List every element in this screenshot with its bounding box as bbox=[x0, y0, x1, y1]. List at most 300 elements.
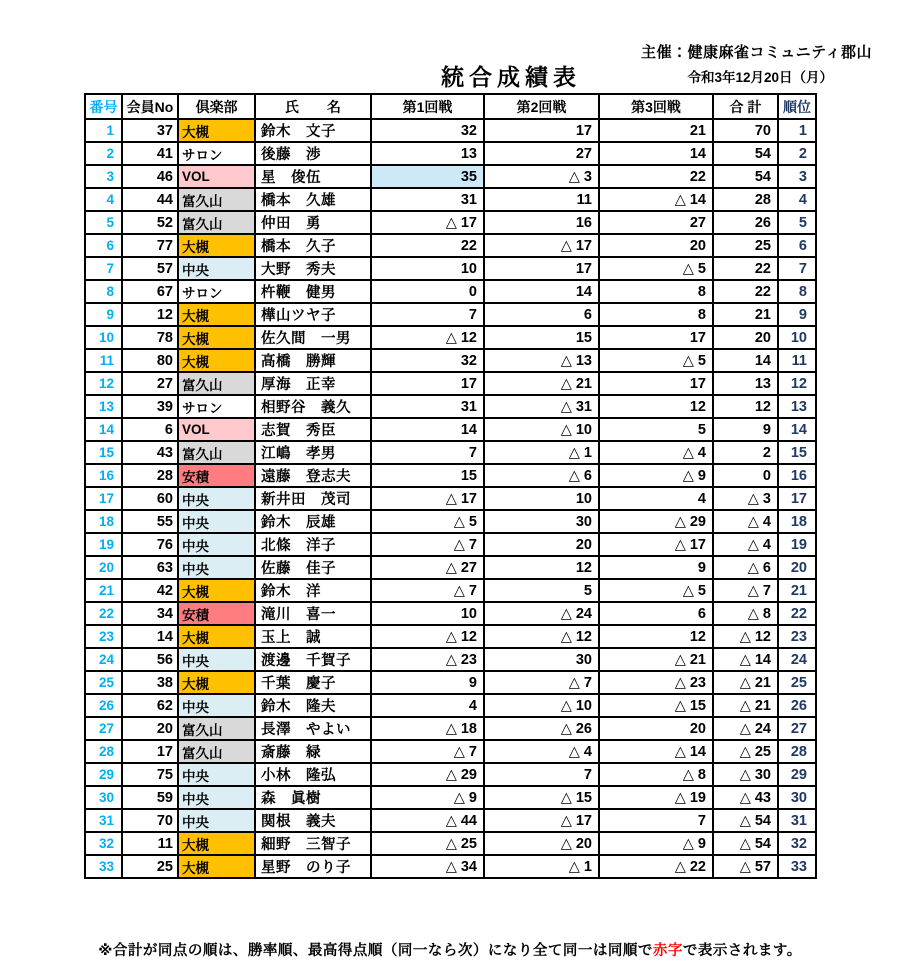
cell-total: 13 bbox=[713, 372, 778, 395]
cell-name: 玉上 誠 bbox=[255, 625, 371, 648]
cell-round1: 17 bbox=[371, 372, 484, 395]
table-row bbox=[85, 188, 816, 211]
cell-rank: 22 bbox=[778, 602, 816, 625]
table-row bbox=[85, 234, 816, 257]
cell-name: 佐藤 佳子 bbox=[255, 556, 371, 579]
cell-round1: 4 bbox=[371, 694, 484, 717]
cell-total: △ 21 bbox=[713, 671, 778, 694]
cell-name: 星 俊伍 bbox=[255, 165, 371, 188]
cell-rank: 2 bbox=[778, 142, 816, 165]
cell-round1: △ 34 bbox=[371, 855, 484, 878]
cell-total: 2 bbox=[713, 441, 778, 464]
cell-round2: △ 1 bbox=[484, 441, 599, 464]
cell-round3: △ 5 bbox=[599, 579, 713, 602]
cell-member-no: 67 bbox=[122, 280, 178, 303]
table-row bbox=[85, 786, 816, 809]
table-row bbox=[85, 625, 816, 648]
cell-row-number: 15 bbox=[85, 441, 122, 464]
footer-note-red-word: 赤字 bbox=[652, 943, 683, 959]
cell-round1: △ 23 bbox=[371, 648, 484, 671]
cell-member-no: 44 bbox=[122, 188, 178, 211]
cell-round1: 31 bbox=[371, 188, 484, 211]
cell-member-no: 46 bbox=[122, 165, 178, 188]
cell-round1: 35 bbox=[371, 165, 484, 188]
cell-club: 富久山 bbox=[178, 740, 255, 763]
cell-round3: 12 bbox=[599, 625, 713, 648]
date-text: 令和3年12月20日（月） bbox=[687, 70, 833, 85]
cell-member-no: 6 bbox=[122, 418, 178, 441]
cell-round2: △ 17 bbox=[484, 809, 599, 832]
cell-round2: △ 20 bbox=[484, 832, 599, 855]
cell-round3: 20 bbox=[599, 234, 713, 257]
cell-name: 後藤 渉 bbox=[255, 142, 371, 165]
cell-club: 大槻 bbox=[178, 671, 255, 694]
cell-rank: 13 bbox=[778, 395, 816, 418]
cell-round1: 9 bbox=[371, 671, 484, 694]
cell-row-number: 26 bbox=[85, 694, 122, 717]
cell-row-number: 7 bbox=[85, 257, 122, 280]
cell-row-number: 20 bbox=[85, 556, 122, 579]
cell-member-no: 37 bbox=[122, 119, 178, 142]
cell-total: △ 6 bbox=[713, 556, 778, 579]
cell-club: 大槻 bbox=[178, 832, 255, 855]
cell-rank: 12 bbox=[778, 372, 816, 395]
cell-round3: 17 bbox=[599, 372, 713, 395]
table-row bbox=[85, 717, 816, 740]
cell-round3: 9 bbox=[599, 556, 713, 579]
table-row bbox=[85, 694, 816, 717]
cell-total: 70 bbox=[713, 119, 778, 142]
cell-total: 26 bbox=[713, 211, 778, 234]
cell-rank: 23 bbox=[778, 625, 816, 648]
cell-rank: 10 bbox=[778, 326, 816, 349]
cell-member-no: 80 bbox=[122, 349, 178, 372]
cell-round2: △ 12 bbox=[484, 625, 599, 648]
table-row bbox=[85, 280, 816, 303]
col-header-round3: 第3回戦 bbox=[599, 94, 713, 119]
table-row bbox=[85, 395, 816, 418]
cell-row-number: 11 bbox=[85, 349, 122, 372]
cell-round2: 14 bbox=[484, 280, 599, 303]
cell-member-no: 77 bbox=[122, 234, 178, 257]
cell-round3: 8 bbox=[599, 303, 713, 326]
organizer-text: 主催：健康麻雀コミュニティ郡山 bbox=[640, 44, 872, 61]
cell-member-no: 28 bbox=[122, 464, 178, 487]
cell-round2: △ 13 bbox=[484, 349, 599, 372]
cell-round1: 13 bbox=[371, 142, 484, 165]
cell-club: 富久山 bbox=[178, 211, 255, 234]
cell-round3: △ 23 bbox=[599, 671, 713, 694]
cell-rank: 15 bbox=[778, 441, 816, 464]
cell-total: 0 bbox=[713, 464, 778, 487]
cell-club: 中央 bbox=[178, 510, 255, 533]
table-row bbox=[85, 648, 816, 671]
cell-row-number: 18 bbox=[85, 510, 122, 533]
cell-rank: 7 bbox=[778, 257, 816, 280]
cell-total: △ 57 bbox=[713, 855, 778, 878]
table-row bbox=[85, 602, 816, 625]
cell-total: △ 4 bbox=[713, 510, 778, 533]
cell-name: 千葉 慶子 bbox=[255, 671, 371, 694]
table-row bbox=[85, 556, 816, 579]
cell-name: 鈴木 洋 bbox=[255, 579, 371, 602]
cell-row-number: 2 bbox=[85, 142, 122, 165]
table-row bbox=[85, 809, 816, 832]
cell-round3: △ 14 bbox=[599, 740, 713, 763]
cell-round3: 8 bbox=[599, 280, 713, 303]
cell-member-no: 56 bbox=[122, 648, 178, 671]
cell-row-number: 3 bbox=[85, 165, 122, 188]
cell-name: 佐久間 一男 bbox=[255, 326, 371, 349]
cell-name: 相野谷 義久 bbox=[255, 395, 371, 418]
cell-row-number: 5 bbox=[85, 211, 122, 234]
cell-total: △ 12 bbox=[713, 625, 778, 648]
col-header-rank: 順位 bbox=[778, 94, 816, 119]
cell-club: 中央 bbox=[178, 694, 255, 717]
cell-club: 富久山 bbox=[178, 441, 255, 464]
cell-club: サロン bbox=[178, 142, 255, 165]
cell-member-no: 34 bbox=[122, 602, 178, 625]
cell-name: 高橋 勝輝 bbox=[255, 349, 371, 372]
cell-round2: △ 7 bbox=[484, 671, 599, 694]
cell-name: 志賀 秀臣 bbox=[255, 418, 371, 441]
cell-member-no: 27 bbox=[122, 372, 178, 395]
cell-name: 樺山ツヤ子 bbox=[255, 303, 371, 326]
table-row bbox=[85, 533, 816, 556]
cell-row-number: 4 bbox=[85, 188, 122, 211]
cell-round1: △ 9 bbox=[371, 786, 484, 809]
cell-name: 橋本 久雄 bbox=[255, 188, 371, 211]
cell-member-no: 43 bbox=[122, 441, 178, 464]
cell-round2: △ 10 bbox=[484, 418, 599, 441]
cell-rank: 31 bbox=[778, 809, 816, 832]
cell-member-no: 63 bbox=[122, 556, 178, 579]
cell-name: 新井田 茂司 bbox=[255, 487, 371, 510]
cell-round1: 10 bbox=[371, 602, 484, 625]
cell-round3: △ 15 bbox=[599, 694, 713, 717]
cell-rank: 26 bbox=[778, 694, 816, 717]
header-row bbox=[85, 94, 816, 119]
cell-round1: △ 12 bbox=[371, 326, 484, 349]
cell-club: 中央 bbox=[178, 257, 255, 280]
table-row bbox=[85, 671, 816, 694]
cell-club: 富久山 bbox=[178, 372, 255, 395]
cell-row-number: 33 bbox=[85, 855, 122, 878]
cell-rank: 33 bbox=[778, 855, 816, 878]
cell-member-no: 41 bbox=[122, 142, 178, 165]
cell-member-no: 78 bbox=[122, 326, 178, 349]
cell-member-no: 62 bbox=[122, 694, 178, 717]
cell-row-number: 27 bbox=[85, 717, 122, 740]
cell-club: 大槻 bbox=[178, 119, 255, 142]
cell-round2: 6 bbox=[484, 303, 599, 326]
cell-total: △ 14 bbox=[713, 648, 778, 671]
cell-rank: 5 bbox=[778, 211, 816, 234]
cell-total: 54 bbox=[713, 165, 778, 188]
cell-round1: △ 7 bbox=[371, 740, 484, 763]
cell-total: △ 4 bbox=[713, 533, 778, 556]
cell-club: 大槻 bbox=[178, 326, 255, 349]
col-header-total: 合 計 bbox=[713, 94, 778, 119]
col-header-round1: 第1回戦 bbox=[371, 94, 484, 119]
cell-member-no: 59 bbox=[122, 786, 178, 809]
table-row bbox=[85, 510, 816, 533]
cell-row-number: 8 bbox=[85, 280, 122, 303]
cell-round2: △ 3 bbox=[484, 165, 599, 188]
cell-round2: △ 26 bbox=[484, 717, 599, 740]
cell-round1: 10 bbox=[371, 257, 484, 280]
cell-round2: △ 1 bbox=[484, 855, 599, 878]
cell-round3: △ 14 bbox=[599, 188, 713, 211]
table-row bbox=[85, 763, 816, 786]
cell-club: サロン bbox=[178, 395, 255, 418]
cell-round1: △ 17 bbox=[371, 211, 484, 234]
cell-club: 中央 bbox=[178, 763, 255, 786]
cell-round3: △ 21 bbox=[599, 648, 713, 671]
table-row bbox=[85, 257, 816, 280]
cell-round3: △ 5 bbox=[599, 257, 713, 280]
cell-member-no: 57 bbox=[122, 257, 178, 280]
footer-note bbox=[0, 939, 900, 960]
cell-round3: △ 9 bbox=[599, 464, 713, 487]
cell-rank: 8 bbox=[778, 280, 816, 303]
cell-name: 橋本 久子 bbox=[255, 234, 371, 257]
cell-round2: △ 4 bbox=[484, 740, 599, 763]
cell-rank: 14 bbox=[778, 418, 816, 441]
cell-club: 中央 bbox=[178, 809, 255, 832]
cell-member-no: 70 bbox=[122, 809, 178, 832]
cell-name: 斎藤 緑 bbox=[255, 740, 371, 763]
cell-member-no: 55 bbox=[122, 510, 178, 533]
cell-member-no: 52 bbox=[122, 211, 178, 234]
cell-rank: 21 bbox=[778, 579, 816, 602]
cell-total: 20 bbox=[713, 326, 778, 349]
cell-club: 中央 bbox=[178, 533, 255, 556]
cell-round1: △ 17 bbox=[371, 487, 484, 510]
cell-round2: △ 21 bbox=[484, 372, 599, 395]
cell-member-no: 17 bbox=[122, 740, 178, 763]
cell-round3: 5 bbox=[599, 418, 713, 441]
cell-rank: 25 bbox=[778, 671, 816, 694]
table-row bbox=[85, 326, 816, 349]
results-tbody bbox=[85, 119, 816, 878]
cell-name: 鈴木 文子 bbox=[255, 119, 371, 142]
cell-name: 小林 隆弘 bbox=[255, 763, 371, 786]
cell-row-number: 17 bbox=[85, 487, 122, 510]
cell-row-number: 32 bbox=[85, 832, 122, 855]
cell-name: 長澤 やよい bbox=[255, 717, 371, 740]
cell-rank: 20 bbox=[778, 556, 816, 579]
cell-name: 仲田 勇 bbox=[255, 211, 371, 234]
cell-row-number: 14 bbox=[85, 418, 122, 441]
cell-club: VOL bbox=[178, 165, 255, 188]
cell-round1: △ 5 bbox=[371, 510, 484, 533]
table-row bbox=[85, 855, 816, 878]
cell-round3: 14 bbox=[599, 142, 713, 165]
cell-round3: 21 bbox=[599, 119, 713, 142]
cell-club: 安積 bbox=[178, 602, 255, 625]
cell-name: 渡邊 千賀子 bbox=[255, 648, 371, 671]
cell-rank: 24 bbox=[778, 648, 816, 671]
cell-total: 25 bbox=[713, 234, 778, 257]
cell-round2: 16 bbox=[484, 211, 599, 234]
cell-round3: △ 22 bbox=[599, 855, 713, 878]
cell-total: 54 bbox=[713, 142, 778, 165]
cell-total: △ 3 bbox=[713, 487, 778, 510]
col-header-club: 倶楽部 bbox=[178, 94, 255, 119]
cell-total: 22 bbox=[713, 280, 778, 303]
cell-rank: 3 bbox=[778, 165, 816, 188]
cell-member-no: 76 bbox=[122, 533, 178, 556]
table-row bbox=[85, 487, 816, 510]
cell-member-no: 60 bbox=[122, 487, 178, 510]
cell-round2: 11 bbox=[484, 188, 599, 211]
cell-round1: △ 25 bbox=[371, 832, 484, 855]
cell-round1: 32 bbox=[371, 119, 484, 142]
cell-round2: 5 bbox=[484, 579, 599, 602]
cell-rank: 27 bbox=[778, 717, 816, 740]
cell-club: 大槻 bbox=[178, 579, 255, 602]
cell-member-no: 14 bbox=[122, 625, 178, 648]
cell-name: 滝川 喜一 bbox=[255, 602, 371, 625]
cell-name: 細野 三智子 bbox=[255, 832, 371, 855]
cell-rank: 17 bbox=[778, 487, 816, 510]
cell-round2: 15 bbox=[484, 326, 599, 349]
cell-total: 14 bbox=[713, 349, 778, 372]
table-row bbox=[85, 740, 816, 763]
cell-total: △ 24 bbox=[713, 717, 778, 740]
cell-round2: 10 bbox=[484, 487, 599, 510]
cell-round1: 14 bbox=[371, 418, 484, 441]
cell-round2: 17 bbox=[484, 119, 599, 142]
cell-round3: 7 bbox=[599, 809, 713, 832]
cell-rank: 6 bbox=[778, 234, 816, 257]
cell-rank: 19 bbox=[778, 533, 816, 556]
table-row bbox=[85, 303, 816, 326]
cell-round2: △ 15 bbox=[484, 786, 599, 809]
cell-round1: △ 18 bbox=[371, 717, 484, 740]
cell-round1: 32 bbox=[371, 349, 484, 372]
cell-round3: 27 bbox=[599, 211, 713, 234]
cell-round1: △ 29 bbox=[371, 763, 484, 786]
table-row bbox=[85, 579, 816, 602]
table-row bbox=[85, 372, 816, 395]
table-row bbox=[85, 441, 816, 464]
col-header-round2: 第2回戦 bbox=[484, 94, 599, 119]
cell-total: 21 bbox=[713, 303, 778, 326]
cell-round2: 30 bbox=[484, 510, 599, 533]
cell-name: 江嶋 孝男 bbox=[255, 441, 371, 464]
table-row bbox=[85, 418, 816, 441]
footer-note-text: ※合計が同点の順は、勝率順、最高得点順（同一なら次）になり全て同一は同順で bbox=[98, 943, 653, 959]
cell-row-number: 10 bbox=[85, 326, 122, 349]
cell-club: 富久山 bbox=[178, 717, 255, 740]
cell-name: 遠藤 登志夫 bbox=[255, 464, 371, 487]
table-row bbox=[85, 119, 816, 142]
cell-round2: 17 bbox=[484, 257, 599, 280]
cell-row-number: 6 bbox=[85, 234, 122, 257]
cell-member-no: 11 bbox=[122, 832, 178, 855]
cell-round2: △ 17 bbox=[484, 234, 599, 257]
table-row bbox=[85, 349, 816, 372]
cell-round1: 31 bbox=[371, 395, 484, 418]
cell-round3: 4 bbox=[599, 487, 713, 510]
cell-name: 鈴木 隆夫 bbox=[255, 694, 371, 717]
cell-member-no: 39 bbox=[122, 395, 178, 418]
cell-round1: 7 bbox=[371, 441, 484, 464]
cell-club: 中央 bbox=[178, 786, 255, 809]
cell-rank: 16 bbox=[778, 464, 816, 487]
cell-rank: 9 bbox=[778, 303, 816, 326]
cell-name: 森 眞樹 bbox=[255, 786, 371, 809]
cell-row-number: 31 bbox=[85, 809, 122, 832]
cell-member-no: 42 bbox=[122, 579, 178, 602]
cell-club: 大槻 bbox=[178, 855, 255, 878]
cell-name: 杵鞭 健男 bbox=[255, 280, 371, 303]
cell-club: 大槻 bbox=[178, 303, 255, 326]
cell-row-number: 24 bbox=[85, 648, 122, 671]
cell-total: △ 43 bbox=[713, 786, 778, 809]
cell-row-number: 19 bbox=[85, 533, 122, 556]
col-header-member-no: 会員No bbox=[122, 94, 178, 119]
cell-round2: △ 31 bbox=[484, 395, 599, 418]
cell-club: サロン bbox=[178, 280, 255, 303]
cell-member-no: 20 bbox=[122, 717, 178, 740]
col-header-name: 氏 名 bbox=[255, 94, 371, 119]
cell-round3: 17 bbox=[599, 326, 713, 349]
cell-total: 9 bbox=[713, 418, 778, 441]
cell-rank: 32 bbox=[778, 832, 816, 855]
cell-club: 富久山 bbox=[178, 188, 255, 211]
page-title: 統合成績表 bbox=[441, 64, 581, 90]
cell-round3: 12 bbox=[599, 395, 713, 418]
cell-round2: △ 10 bbox=[484, 694, 599, 717]
cell-round2: 27 bbox=[484, 142, 599, 165]
cell-round2: △ 6 bbox=[484, 464, 599, 487]
cell-name: 北條 洋子 bbox=[255, 533, 371, 556]
cell-total: △ 8 bbox=[713, 602, 778, 625]
cell-row-number: 12 bbox=[85, 372, 122, 395]
cell-round3: 20 bbox=[599, 717, 713, 740]
cell-member-no: 25 bbox=[122, 855, 178, 878]
cell-member-no: 12 bbox=[122, 303, 178, 326]
cell-round3: △ 9 bbox=[599, 832, 713, 855]
table-row bbox=[85, 211, 816, 234]
cell-name: 関根 義夫 bbox=[255, 809, 371, 832]
table-row bbox=[85, 165, 816, 188]
cell-round3: △ 8 bbox=[599, 763, 713, 786]
cell-club: 中央 bbox=[178, 556, 255, 579]
cell-rank: 30 bbox=[778, 786, 816, 809]
cell-total: △ 30 bbox=[713, 763, 778, 786]
cell-round3: 6 bbox=[599, 602, 713, 625]
cell-round1: △ 7 bbox=[371, 579, 484, 602]
cell-round1: △ 12 bbox=[371, 625, 484, 648]
cell-row-number: 9 bbox=[85, 303, 122, 326]
cell-rank: 29 bbox=[778, 763, 816, 786]
cell-total: 28 bbox=[713, 188, 778, 211]
cell-round3: △ 19 bbox=[599, 786, 713, 809]
cell-club: VOL bbox=[178, 418, 255, 441]
cell-round1: 22 bbox=[371, 234, 484, 257]
footer-note-suffix: で表示されます。 bbox=[682, 943, 802, 959]
cell-round3: △ 5 bbox=[599, 349, 713, 372]
cell-round3: △ 17 bbox=[599, 533, 713, 556]
cell-round1: △ 27 bbox=[371, 556, 484, 579]
col-header-row-number: 番号 bbox=[85, 94, 122, 119]
cell-club: 安積 bbox=[178, 464, 255, 487]
cell-total: △ 21 bbox=[713, 694, 778, 717]
